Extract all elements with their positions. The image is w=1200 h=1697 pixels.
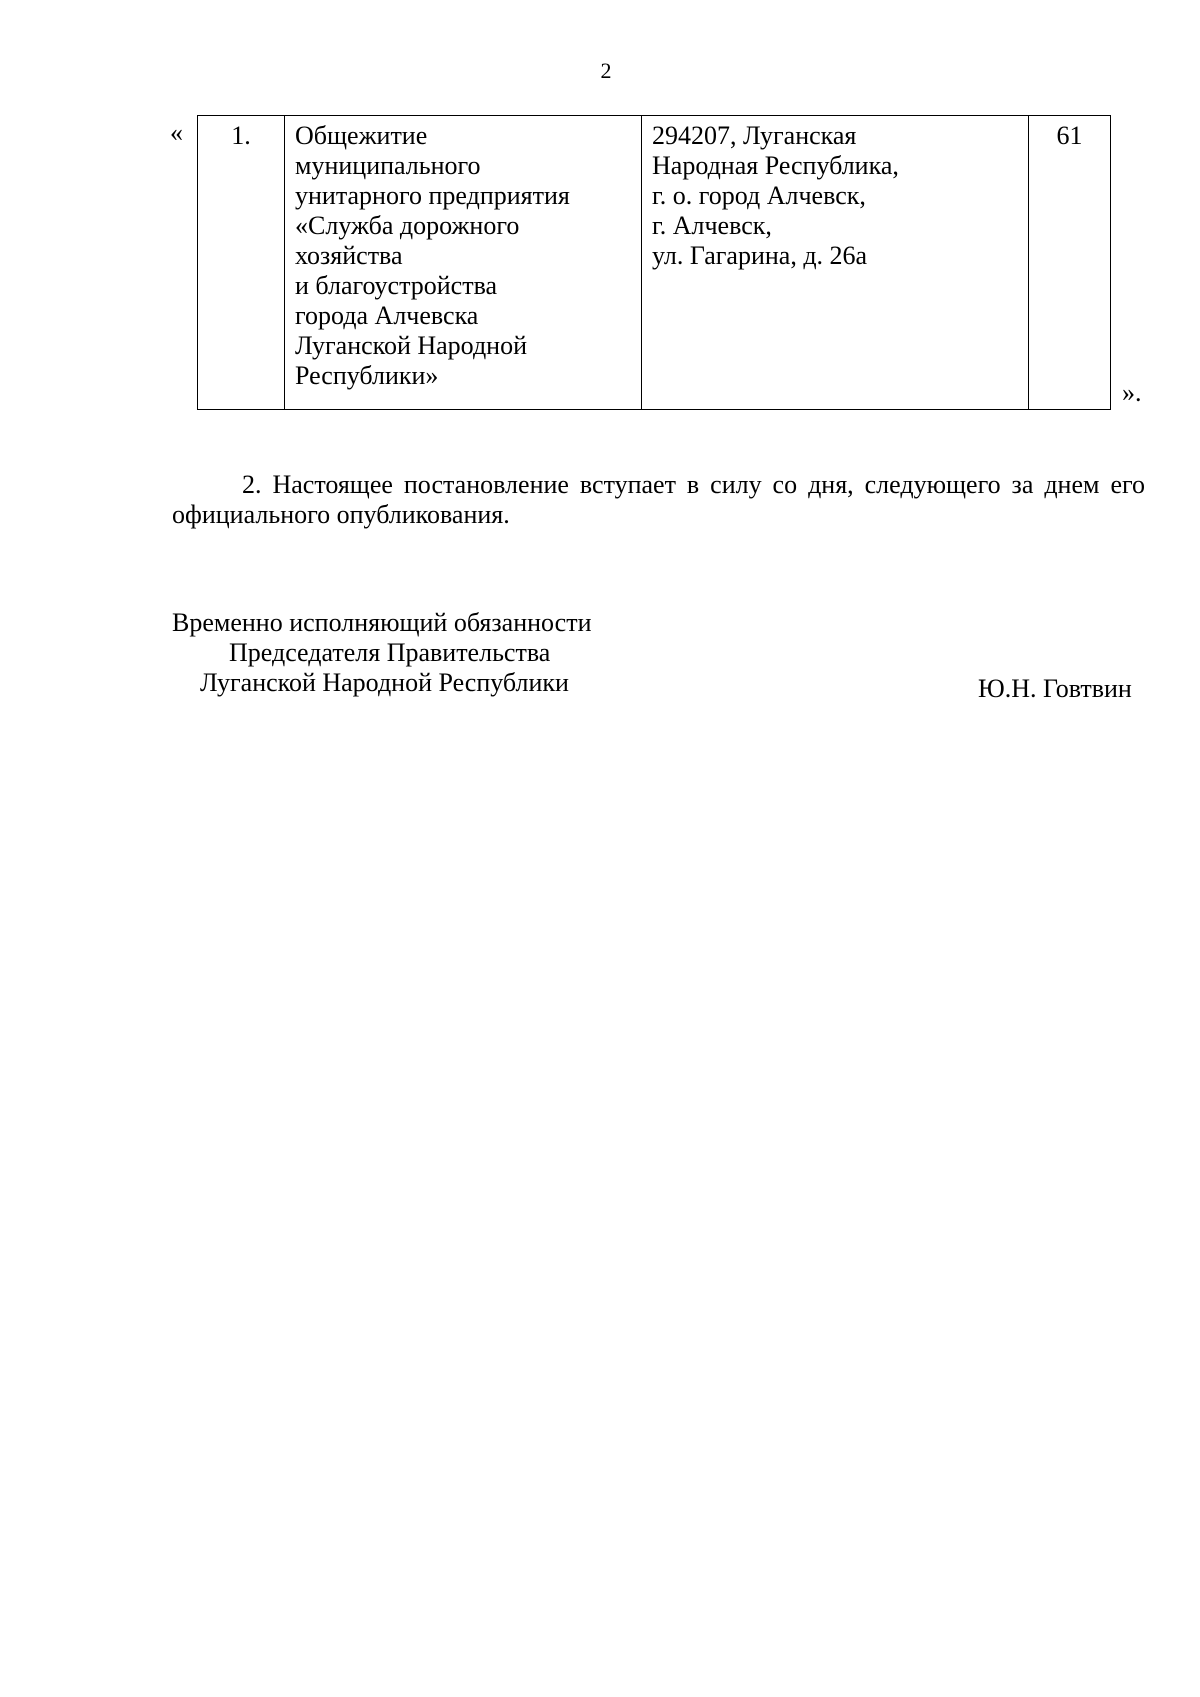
signatory-position-line: Луганской Народной Республики [200,668,569,697]
address-line: 294207, Луганская [652,121,857,150]
table-row [198,116,1111,410]
facility-name-line: и благоустройства [295,271,498,300]
page-number: 2 [600,58,612,83]
table-close-quote: ». [1122,378,1142,407]
address-line: ул. Гагарина, д. 26а [652,241,868,270]
address-line: г. о. город Алчевск, [652,181,866,210]
capacity-count-cell: 61 [1029,116,1111,410]
facility-name-line: унитарного предприятия [295,181,570,210]
address-cell [642,116,1029,410]
address-line: г. Алчевск, [652,211,772,240]
signatory-position-line: Председателя Правительства [229,638,551,667]
facility-name-cell [285,116,642,410]
facility-name-line: Республики» [295,361,439,390]
facility-name-line: Общежитие [295,121,428,150]
clause-2-paragraph: 2. Настоящее постановление вступает в силу со дня, следующего за днем его официального опубликования. [172,470,1145,529]
facility-name-line: хозяйства [295,241,403,270]
facility-name-line: муниципального [295,151,481,180]
facility-name-line: города Алчевска [295,301,479,330]
facility-name-line: «Служба дорожного [295,211,520,240]
facility-name-line: Луганской Народной [295,331,527,360]
signatory-name: Ю.Н. Говтвин [978,674,1132,703]
appendix-table [197,115,1111,410]
signatory-position [172,608,592,698]
address-line: Народная Республика, [652,151,899,180]
signatory-position-line: Временно исполняющий обязанности [172,608,592,637]
table-open-quote: « [170,118,183,147]
row-number-cell: 1. [198,116,285,410]
